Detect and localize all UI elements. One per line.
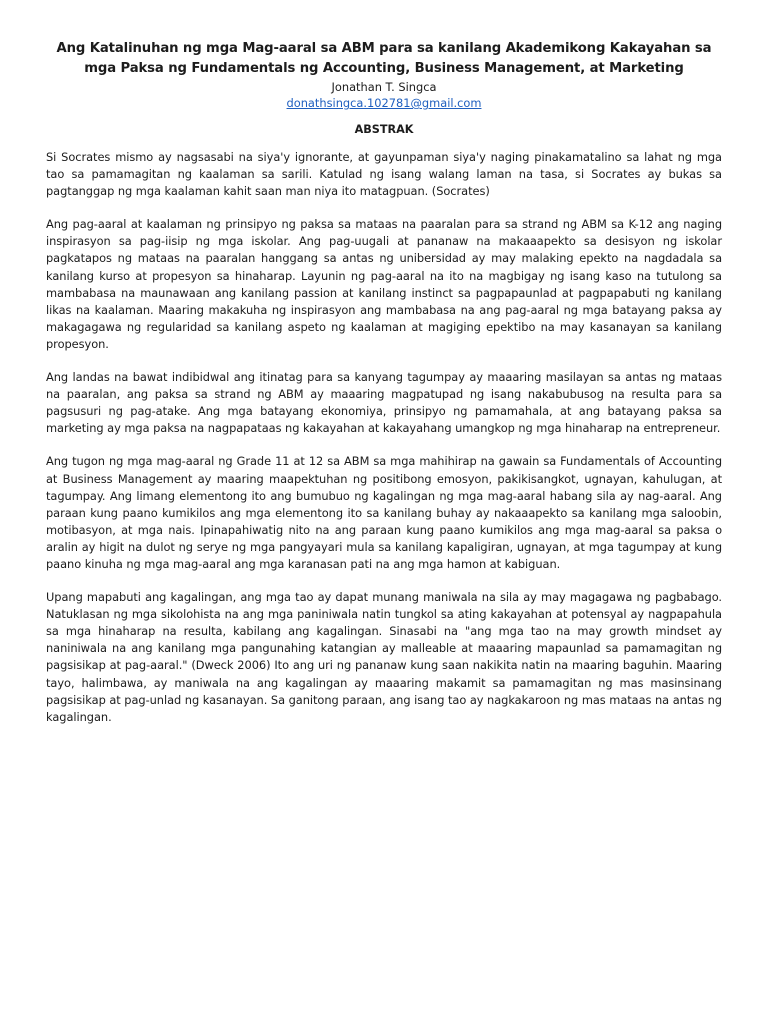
abstract-paragraph-2: Ang pag-aaral at kaalaman ng prinsipyo ng paksa sa mataas na paaralan para sa strand ng ABM sa K-12 ang naging inspirasyon sa pag-iisip ng mga iskolar. Ang pag-uugali at pananaw na makaaapekto sa desisyon ng iskolar pagkatapos ng mataas na paaralan hanggang sa antas ng unibersidad ay may malaking epekto na nagdadala sa kanilang kurso at propesyon sa hinaharap. Layunin ng pag-aaral na ito na magbigay ng isang kaso na tutulong sa mambabasa na maunawaan ang kanilang passion at kanilang instinct sa pagpapaunlad at pagpapabuti ng kanilang likas na kaalaman. Maaring makakuha ng inspirasyon ang mambabasa na ang pag-aaral ng mga batayang paksa ay makagagawa ng regularidad sa kanilang aspeto ng kaalaman at magiging epektibo na may kasanayan sa kanilang propesyon. <box>46 217 722 351</box>
author-name: Jonathan T. Singca <box>331 80 437 94</box>
abstract-paragraph-5: Upang mapabuti ang kagalingan, ang mga tao ay dapat munang maniwala na sila ay may magagawa ng pagbabago. Natuklasan ng mga sikolohista na ang mga paniniwala natin tungkol sa ating kakayahan at potensyal ay nagpapahula sa mga hinaharap na resulta, kabilang ang kagalingan. Sinasabi na "ang mga tao na may growth mindset ay naniniwala na ang kanilang mga pangunahing katangian ay malleable at maaaring mapaunlad sa pamamagitan ng pagsisikap at pag-aaral." (Dweck 2006) Ito ang uri ng pananaw kung saan nakikita natin na maaring baguhin. Maaring tayo, halimbawa, ay maniwala na ang kagalingan ay maaaring makamit sa pamamagitan ng mas masinsinang pagsisikap at pag-unlad ng kasanayan. Sa ganitong paraan, ang isang tao ay nagkakaroon ng mas mataas na antas ng kagalingan. <box>46 590 722 724</box>
abstract-paragraph-3: Ang landas na bawat indibidwal ang itinatag para sa kanyang tagumpay ay maaaring masilayan sa antas ng mataas na paaralan, ang paksa sa strand ng ABM ay maaaring magpatupad ng isang nakabubusog na resulta para sa pagsusuri ng pag-atake. Ang mga batayang ekonomiya, prinsipyo ng pamamahala, at ang batayang paksa sa marketing ay mga paksa na nagpapataas ng kakayahan at kakayahang umangkop ng mga hinaharap na entrepreneur. <box>46 370 722 436</box>
author-email-link[interactable]: donathsingca.102781@gmail.com <box>286 96 482 110</box>
document-title: Ang Katalinuhan ng mga Mag-aaral sa ABM para sa kanilang Akademikong Kakayahan sa mga Paksa ng Fundamentals ng Accounting, Business Management, at Marketing <box>56 41 712 76</box>
abstract-heading: ABSTRAK <box>354 123 414 136</box>
abstract-paragraph-1: Si Socrates mismo ay nagsasabi na siya'y ignorante, at gayunpaman siya'y naging pinakamatalino sa lahat ng mga tao sa pamamagitan ng kaalaman sa sarili. Katulad ng isang walang laman na tasa, si Socrates ay bukas sa pagtanggap ng mga kaalaman kahit saan man niya ito matagpuan. (Socrates) <box>46 150 722 199</box>
abstract-body <box>46 149 722 726</box>
abstract-paragraph-4: Ang tugon ng mga mag-aaral ng Grade 11 at 12 sa ABM sa mga mahihirap na gawain sa Fundamentals of Accounting at Business Management ay maaring maapektuhan ng positibong emosyon, pakikisangkot, ugnayan, kahulugan, at tagumpay. Ang limang elementong ito ang bumubuo ng kagalingan ng mga mag-aaral habang sila ay nag-aaral. Ang paraan kung paano kumikilos ang mga elementong ito sa kanilang buhay ay nakaaapekto sa kanilang mga saloobin, motibasyon, at mga nais. Ipinapahiwatig nito na ang paraan kung paano kumikilos ang mga mag-aaral sa paksa o aralin ay higit na dulot ng serye ng mga pangyayari mula sa kanilang kapaligiran, ugnayan, at mga tagumpay at kung paano kinuha ng mga mag-aaral ang mga karanasan pati na ang mga hamon at kabiguan. <box>46 454 722 571</box>
